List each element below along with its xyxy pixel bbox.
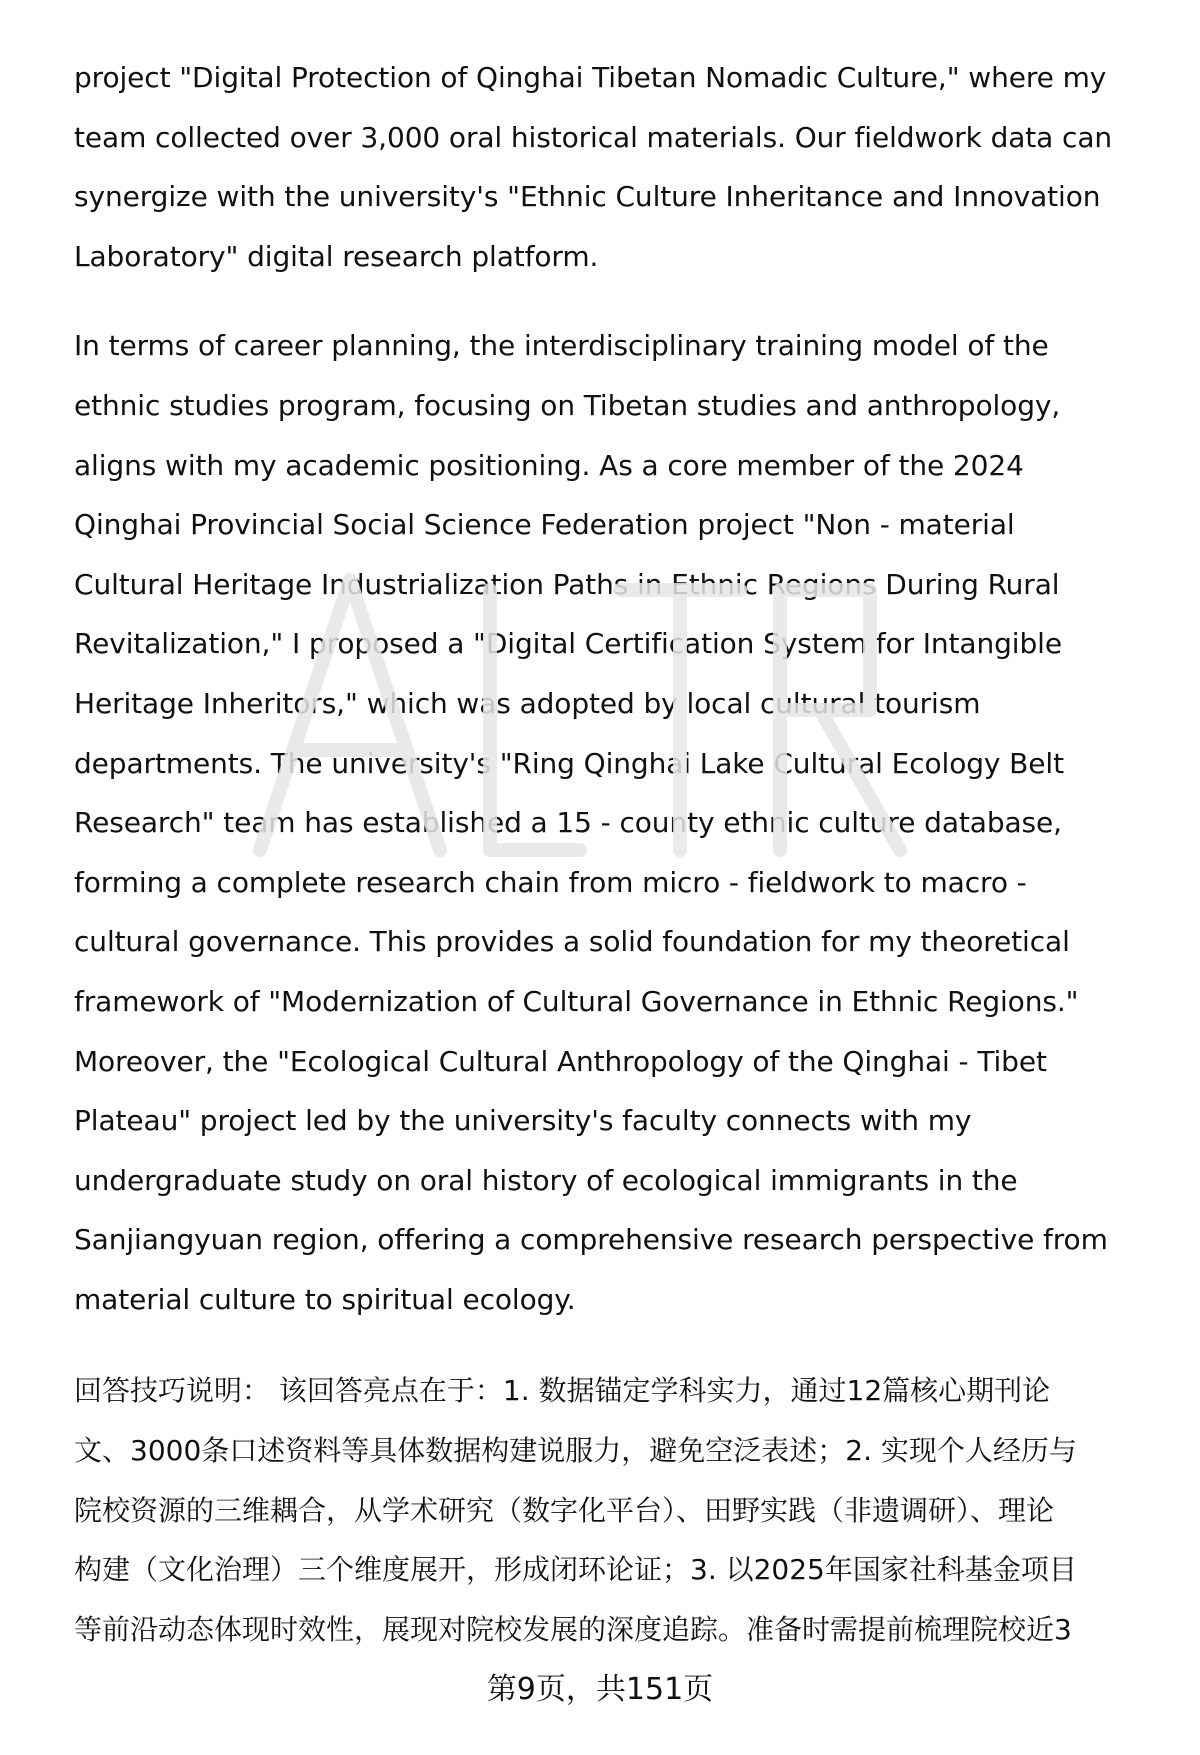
text-line: framework of "Modernization of Cultural Governance in Ethnic Regions." [74,984,1079,1018]
text-line: Cultural Heritage Industrialization Paths in Ethnic Regions During Rural [74,567,1060,601]
text-line: 文、3000条口述资料等具体数据构建说服力，避免空泛表述；2. 实现个人经历与 [74,1434,1077,1468]
text-line: aligns with my academic positioning. As a core member of the 2024 [74,448,1024,482]
text-line: Qinghai Provincial Social Science Federation project "Non - material [74,508,1015,542]
paragraph-answer-tips [74,1361,1140,1659]
text-line: 院校资源的三维耦合，从学术研究（数字化平台）、田野实践（非遗调研）、理论 [74,1493,1055,1527]
text-line: forming a complete research chain from micro - fieldwork to macro - [74,865,1027,899]
text-line: 回答技巧说明： 该回答亮点在于：1. 数据锚定学科实力，通过12篇核心期刊论 [74,1374,1051,1408]
text-line: Laboratory" digital research platform. [74,239,599,273]
text-line: departments. The university's "Ring Qinghai Lake Cultural Ecology Belt [74,746,1064,780]
text-line: ethnic studies program, focusing on Tibetan studies and anthropology, [74,388,1061,422]
text-line: 等前沿动态体现时效性，展现对院校发展的深度追踪。准备时需提前梳理院校近3 [74,1612,1072,1646]
text-line: team collected over 3,000 oral historical materials. Our fieldwork data can [74,120,1113,154]
text-line: project "Digital Protection of Qinghai Tibetan Nomadic Culture," where my [74,61,1107,94]
page-number-footer: 第9页，共151页 [486,1672,714,1707]
text-line: Plateau" project led by the university's faculty connects with my [74,1104,972,1138]
text-line: Heritage Inheritors," which was adopted by local cultural tourism [74,686,981,720]
text-line: cultural governance. This provides a solid foundation for my theoretical [74,925,1070,959]
text-line: synergize with the university's "Ethnic Culture Inheritance and Innovation [74,180,1101,214]
text-line: Moreover, the "Ecological Cultural Anthropology of the Qinghai - Tibet [74,1044,1047,1078]
text-line: Research" team has established a 15 - county ethnic culture database, [74,806,1062,840]
paragraph-project [74,48,1140,286]
text-line: material culture to spiritual ecology. [74,1282,576,1316]
text-line: undergraduate study on oral history of ecological immigrants in the [74,1163,1018,1197]
paragraph-career-planning [74,316,1140,1329]
text-line: In terms of career planning, the interdisciplinary training model of the [74,329,1049,363]
text-line: Revitalization," I proposed a "Digital Certification System for Intangible [74,627,1062,661]
text-line: 构建（文化治理）三个维度展开，形成闭环论证；3. 以2025年国家社科基金项目 [74,1553,1077,1587]
text-line: Sanjiangyuan region, offering a comprehensive research perspective from [74,1223,1108,1257]
